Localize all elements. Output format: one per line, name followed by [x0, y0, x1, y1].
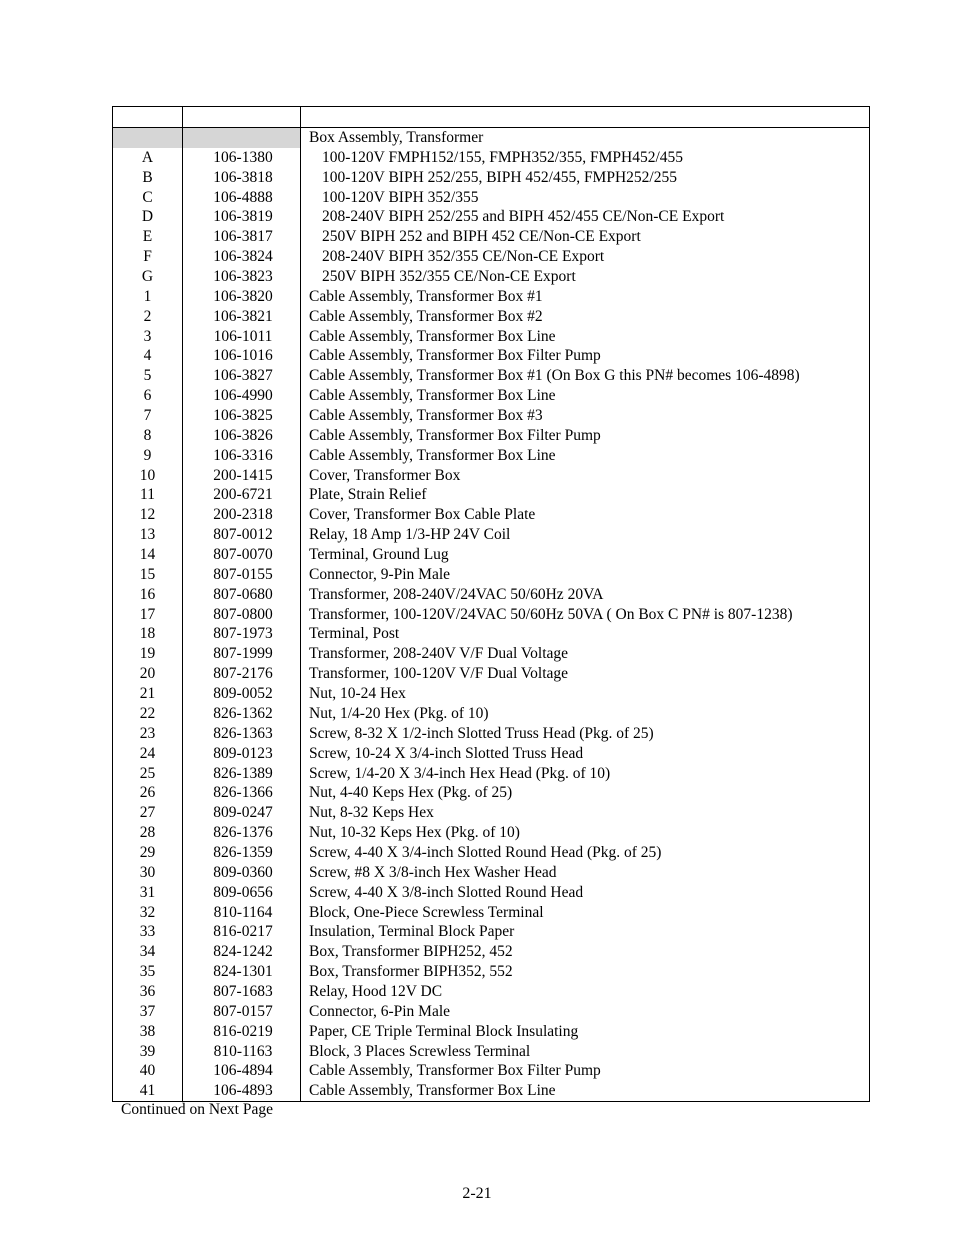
- description-cell: Cable Assembly, Transformer Box #1 (On Box G this PN# becomes 106-4898): [301, 366, 870, 386]
- part-number-cell: 106-4893: [183, 1081, 301, 1101]
- table-row: [113, 545, 870, 565]
- description-cell: Screw, 4-40 X 3/4-inch Slotted Round Head (Pkg. of 25): [301, 843, 870, 863]
- item-key-cell: 17: [113, 605, 183, 625]
- table-row: [113, 684, 870, 704]
- item-key-cell: 11: [113, 485, 183, 505]
- part-number-cell: 807-2176: [183, 664, 301, 684]
- part-number-cell: 807-0155: [183, 565, 301, 585]
- table-row: [113, 227, 870, 247]
- item-key-cell: 20: [113, 664, 183, 684]
- part-number-cell: 106-3826: [183, 426, 301, 446]
- description-cell: Screw, 10-24 X 3/4-inch Slotted Truss Head: [301, 744, 870, 764]
- item-key-cell: 15: [113, 565, 183, 585]
- part-number-cell: 106-4894: [183, 1061, 301, 1081]
- description-cell: 100-120V BIPH 352/355: [301, 188, 870, 208]
- table-row: [113, 922, 870, 942]
- description-cell: 100-120V BIPH 252/255, BIPH 452/455, FMPH252/255: [301, 168, 870, 188]
- item-key-cell: 29: [113, 843, 183, 863]
- item-key-cell: 6: [113, 386, 183, 406]
- part-number-cell: 826-1376: [183, 823, 301, 843]
- description-cell: Terminal, Ground Lug: [301, 545, 870, 565]
- item-key-cell: 37: [113, 1002, 183, 1022]
- header-cell-part-number: [183, 107, 301, 128]
- table-row: [113, 287, 870, 307]
- part-number-cell: 809-0247: [183, 803, 301, 823]
- part-number-cell: 106-3818: [183, 168, 301, 188]
- part-number-cell: 810-1164: [183, 903, 301, 923]
- table-row: [113, 406, 870, 426]
- item-key-cell: 19: [113, 644, 183, 664]
- part-number-cell: 826-1363: [183, 724, 301, 744]
- item-key-cell: 40: [113, 1061, 183, 1081]
- description-cell: Cable Assembly, Transformer Box Filter Pump: [301, 426, 870, 446]
- part-number-cell: [183, 128, 301, 148]
- description-cell: Transformer, 208-240V V/F Dual Voltage: [301, 644, 870, 664]
- item-key-cell: 28: [113, 823, 183, 843]
- description-cell: Transformer, 100-120V V/F Dual Voltage: [301, 664, 870, 684]
- part-number-cell: 824-1242: [183, 942, 301, 962]
- description-cell: Screw, 4-40 X 3/8-inch Slotted Round Head: [301, 883, 870, 903]
- table-row: [113, 346, 870, 366]
- description-cell: Cable Assembly, Transformer Box #3: [301, 406, 870, 426]
- item-key-cell: 22: [113, 704, 183, 724]
- item-key-cell: 36: [113, 982, 183, 1002]
- table-row: [113, 605, 870, 625]
- part-number-cell: 807-0012: [183, 525, 301, 545]
- description-cell: Relay, 18 Amp 1/3-HP 24V Coil: [301, 525, 870, 545]
- item-key-cell: 38: [113, 1022, 183, 1042]
- table-row: [113, 664, 870, 684]
- table-row: [113, 148, 870, 168]
- part-number-cell: 106-4990: [183, 386, 301, 406]
- table-row: [113, 446, 870, 466]
- table-row: [113, 942, 870, 962]
- item-key-cell: 12: [113, 505, 183, 525]
- table-row: [113, 188, 870, 208]
- table-row: [113, 525, 870, 545]
- description-cell: Connector, 9-Pin Male: [301, 565, 870, 585]
- table-row: [113, 366, 870, 386]
- description-cell: 250V BIPH 252 and BIPH 452 CE/Non-CE Export: [301, 227, 870, 247]
- part-number-cell: 816-0217: [183, 922, 301, 942]
- item-key-cell: 14: [113, 545, 183, 565]
- item-key-cell: [113, 128, 183, 148]
- part-number-cell: 106-3825: [183, 406, 301, 426]
- description-cell: Screw, #8 X 3/8-inch Hex Washer Head: [301, 863, 870, 883]
- table-row: [113, 903, 870, 923]
- part-number-cell: 826-1362: [183, 704, 301, 724]
- item-key-cell: 16: [113, 585, 183, 605]
- description-cell: Cable Assembly, Transformer Box Filter Pump: [301, 346, 870, 366]
- table-row: [113, 307, 870, 327]
- table-row: [113, 565, 870, 585]
- item-key-cell: 34: [113, 942, 183, 962]
- item-key-cell: C: [113, 188, 183, 208]
- table-row: [113, 485, 870, 505]
- description-cell: Relay, Hood 12V DC: [301, 982, 870, 1002]
- table-row: [113, 744, 870, 764]
- description-cell: Transformer, 208-240V/24VAC 50/60Hz 20VA: [301, 585, 870, 605]
- table-header-row: [113, 107, 870, 128]
- part-number-cell: 809-0360: [183, 863, 301, 883]
- page-number: 2-21: [462, 1185, 492, 1202]
- item-key-cell: G: [113, 267, 183, 287]
- table-body: [113, 128, 870, 1102]
- table-row: [113, 783, 870, 803]
- item-key-cell: 3: [113, 327, 183, 347]
- item-key-cell: A: [113, 148, 183, 168]
- item-key-cell: 27: [113, 803, 183, 823]
- table-row: [113, 505, 870, 525]
- item-key-cell: 2: [113, 307, 183, 327]
- description-cell: Cable Assembly, Transformer Box #1: [301, 287, 870, 307]
- table-row: [113, 207, 870, 227]
- table-row: [113, 704, 870, 724]
- description-cell: Cover, Transformer Box: [301, 466, 870, 486]
- continued-note: Continued on Next Page: [121, 1101, 273, 1118]
- part-number-cell: 200-2318: [183, 505, 301, 525]
- part-number-cell: 810-1163: [183, 1042, 301, 1062]
- item-key-cell: 33: [113, 922, 183, 942]
- description-cell: Nut, 8-32 Keps Hex: [301, 803, 870, 823]
- table-row: [113, 128, 870, 148]
- item-key-cell: 9: [113, 446, 183, 466]
- table-row: [113, 327, 870, 347]
- part-number-cell: 824-1301: [183, 962, 301, 982]
- description-cell: Nut, 4-40 Keps Hex (Pkg. of 25): [301, 783, 870, 803]
- part-number-cell: 106-4888: [183, 188, 301, 208]
- description-cell: Cable Assembly, Transformer Box #2: [301, 307, 870, 327]
- part-number-cell: 106-1380: [183, 148, 301, 168]
- part-number-cell: 106-3820: [183, 287, 301, 307]
- item-key-cell: 8: [113, 426, 183, 446]
- description-cell: Box, Transformer BIPH352, 552: [301, 962, 870, 982]
- part-number-cell: 807-0680: [183, 585, 301, 605]
- description-cell: Plate, Strain Relief: [301, 485, 870, 505]
- part-number-cell: 816-0219: [183, 1022, 301, 1042]
- table-row: [113, 386, 870, 406]
- part-number-cell: 826-1389: [183, 764, 301, 784]
- description-cell: Nut, 1/4-20 Hex (Pkg. of 10): [301, 704, 870, 724]
- part-number-cell: 106-1011: [183, 327, 301, 347]
- description-cell: Nut, 10-24 Hex: [301, 684, 870, 704]
- part-number-cell: 807-1999: [183, 644, 301, 664]
- item-key-cell: F: [113, 247, 183, 267]
- description-cell: 250V BIPH 352/355 CE/Non-CE Export: [301, 267, 870, 287]
- description-cell: Box, Transformer BIPH252, 452: [301, 942, 870, 962]
- description-cell: Block, One-Piece Screwless Terminal: [301, 903, 870, 923]
- part-number-cell: 106-3821: [183, 307, 301, 327]
- table-row: [113, 764, 870, 784]
- part-number-cell: 809-0656: [183, 883, 301, 903]
- description-cell: Cover, Transformer Box Cable Plate: [301, 505, 870, 525]
- part-number-cell: 106-3823: [183, 267, 301, 287]
- item-key-cell: 13: [113, 525, 183, 545]
- description-cell: Transformer, 100-120V/24VAC 50/60Hz 50VA ( On Box C PN# is 807-1238): [301, 605, 870, 625]
- description-cell: 100-120V FMPH152/155, FMPH352/355, FMPH452/455: [301, 148, 870, 168]
- item-key-cell: E: [113, 227, 183, 247]
- table-row: [113, 267, 870, 287]
- part-number-cell: 826-1359: [183, 843, 301, 863]
- table-row: [113, 724, 870, 744]
- part-number-cell: 807-1683: [183, 982, 301, 1002]
- description-cell: Connector, 6-Pin Male: [301, 1002, 870, 1022]
- item-key-cell: 5: [113, 366, 183, 386]
- part-number-cell: 200-1415: [183, 466, 301, 486]
- table-row: [113, 247, 870, 267]
- description-cell: Screw, 8-32 X 1/2-inch Slotted Truss Head (Pkg. of 25): [301, 724, 870, 744]
- item-key-cell: 31: [113, 883, 183, 903]
- table-row: [113, 168, 870, 188]
- part-number-cell: 807-0157: [183, 1002, 301, 1022]
- table-row: [113, 863, 870, 883]
- description-cell: Cable Assembly, Transformer Box Line: [301, 1081, 870, 1101]
- item-key-cell: 7: [113, 406, 183, 426]
- item-key-cell: 18: [113, 624, 183, 644]
- description-cell: Block, 3 Places Screwless Terminal: [301, 1042, 870, 1062]
- part-number-cell: 106-3824: [183, 247, 301, 267]
- item-key-cell: 24: [113, 744, 183, 764]
- item-key-cell: 25: [113, 764, 183, 784]
- description-cell: Nut, 10-32 Keps Hex (Pkg. of 10): [301, 823, 870, 843]
- item-key-cell: 4: [113, 346, 183, 366]
- part-number-cell: 809-0052: [183, 684, 301, 704]
- item-key-cell: 32: [113, 903, 183, 923]
- part-number-cell: 809-0123: [183, 744, 301, 764]
- part-number-cell: 106-3827: [183, 366, 301, 386]
- description-cell: Terminal, Post: [301, 624, 870, 644]
- table-row: [113, 1081, 870, 1101]
- table-row: [113, 644, 870, 664]
- table-row: [113, 1042, 870, 1062]
- table-row: [113, 1002, 870, 1022]
- description-cell: Cable Assembly, Transformer Box Filter Pump: [301, 1061, 870, 1081]
- item-key-cell: D: [113, 207, 183, 227]
- part-number-cell: 807-0800: [183, 605, 301, 625]
- description-cell: Cable Assembly, Transformer Box Line: [301, 327, 870, 347]
- description-cell: 208-240V BIPH 252/255 and BIPH 452/455 CE/Non-CE Export: [301, 207, 870, 227]
- table-row: [113, 823, 870, 843]
- item-key-cell: B: [113, 168, 183, 188]
- item-key-cell: 41: [113, 1081, 183, 1101]
- item-key-cell: 39: [113, 1042, 183, 1062]
- table-row: [113, 803, 870, 823]
- item-key-cell: 26: [113, 783, 183, 803]
- parts-table: [112, 106, 870, 1102]
- part-number-cell: 106-1016: [183, 346, 301, 366]
- table-row: [113, 1061, 870, 1081]
- header-cell-component: [301, 107, 870, 128]
- table-row: [113, 624, 870, 644]
- table-row: [113, 426, 870, 446]
- header-cell-item: [113, 107, 183, 128]
- item-key-cell: 21: [113, 684, 183, 704]
- table-row: [113, 982, 870, 1002]
- description-cell: Paper, CE Triple Terminal Block Insulating: [301, 1022, 870, 1042]
- item-key-cell: 10: [113, 466, 183, 486]
- description-cell: Cable Assembly, Transformer Box Line: [301, 386, 870, 406]
- part-number-cell: 200-6721: [183, 485, 301, 505]
- table-row: [113, 585, 870, 605]
- part-number-cell: 106-3817: [183, 227, 301, 247]
- description-cell: Box Assembly, Transformer: [301, 128, 870, 148]
- description-cell: Screw, 1/4-20 X 3/4-inch Hex Head (Pkg. of 10): [301, 764, 870, 784]
- description-cell: Insulation, Terminal Block Paper: [301, 922, 870, 942]
- item-key-cell: 35: [113, 962, 183, 982]
- table-row: [113, 843, 870, 863]
- description-cell: 208-240V BIPH 352/355 CE/Non-CE Export: [301, 247, 870, 267]
- table-row: [113, 1022, 870, 1042]
- table-row: [113, 962, 870, 982]
- item-key-cell: 30: [113, 863, 183, 883]
- table-row: [113, 883, 870, 903]
- item-key-cell: 23: [113, 724, 183, 744]
- part-number-cell: 826-1366: [183, 783, 301, 803]
- part-number-cell: 106-3819: [183, 207, 301, 227]
- part-number-cell: 807-1973: [183, 624, 301, 644]
- item-key-cell: 1: [113, 287, 183, 307]
- table-row: [113, 466, 870, 486]
- part-number-cell: 807-0070: [183, 545, 301, 565]
- description-cell: Cable Assembly, Transformer Box Line: [301, 446, 870, 466]
- part-number-cell: 106-3316: [183, 446, 301, 466]
